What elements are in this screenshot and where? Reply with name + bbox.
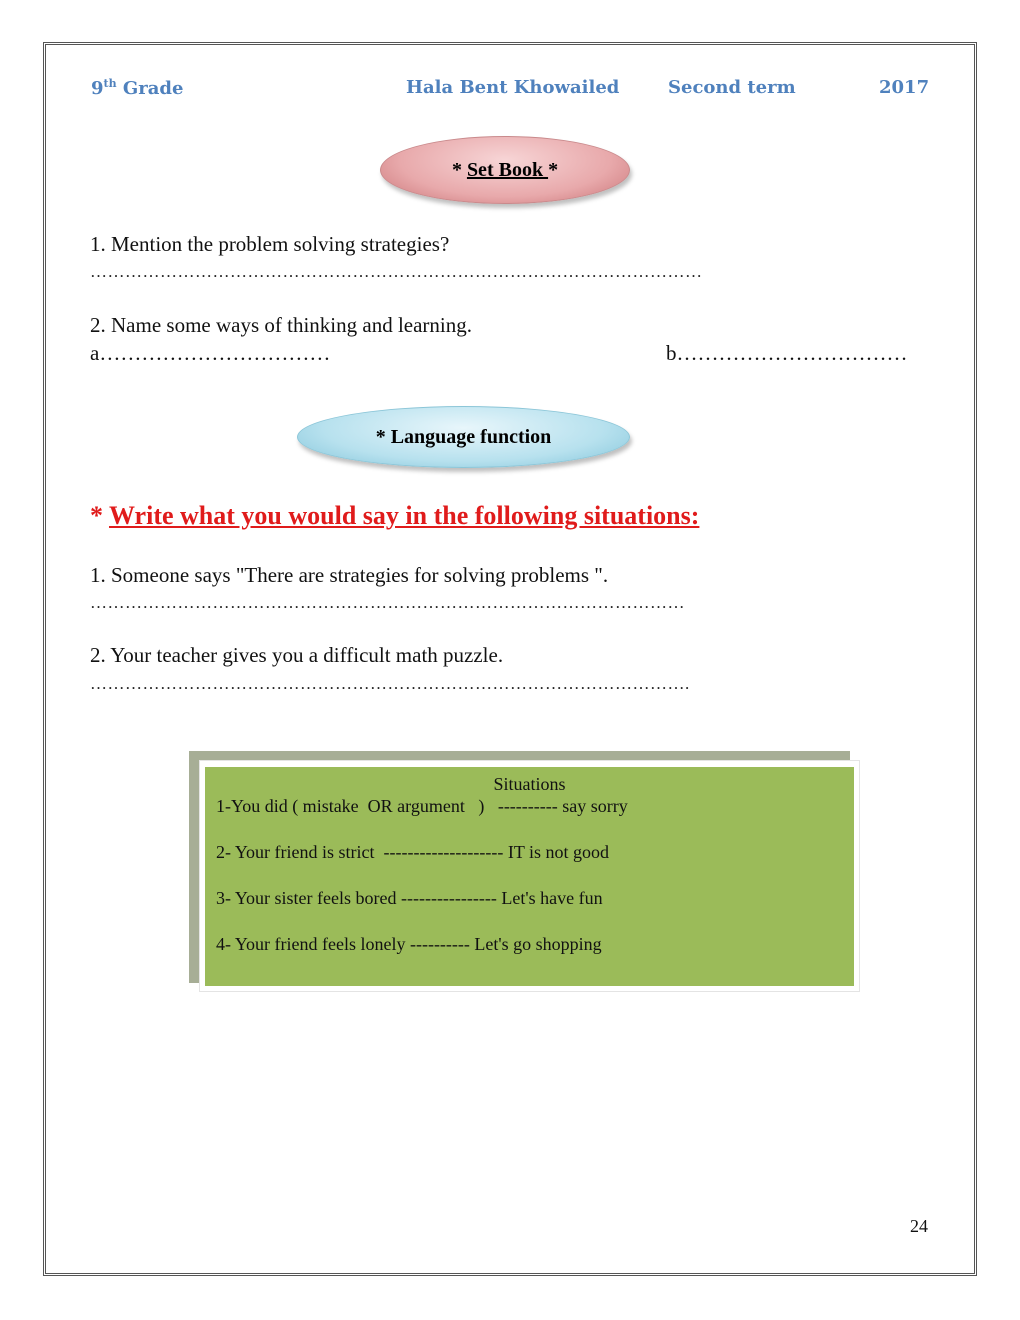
year-label: 2017 (879, 77, 930, 98)
question-1-answer-line[interactable]: …………………………………………………………………………………………… (90, 262, 703, 281)
situation-question-1-answer-line[interactable]: ………………………………………………………………………………………… (90, 593, 685, 612)
language-function-badge (297, 406, 630, 468)
situation-line-1: 1-You did ( mistake OR argument ) ---------- say sorry (216, 796, 628, 816)
school-name: Hala Bent Khowailed (406, 77, 620, 98)
set-book-label: Set Book (466, 158, 549, 181)
situation-question-1-text: 1. Someone says "There are strategies for solving problems ". (90, 563, 609, 587)
situation-line-3: 3- Your sister feels bored ---------------- Let's have fun (216, 888, 603, 908)
set-book-suffix: * (548, 158, 559, 181)
set-book-badge (380, 136, 630, 204)
question-2-text: 2. Name some ways of thinking and learning. (90, 313, 472, 337)
grade-number: 9 (91, 78, 104, 99)
situations-heading-star: * (90, 501, 110, 530)
question-1-text: 1. Mention the problem solving strategies? (90, 232, 450, 256)
set-book-prefix: * (451, 158, 467, 181)
situation-line-4: 4- Your friend feels lonely ---------- Let's go shopping (216, 934, 602, 954)
term-label: Second term (668, 77, 796, 98)
situations-heading (90, 501, 699, 531)
language-function-label: * Language function (375, 425, 552, 448)
situation-question-2-text: 2. Your teacher gives you a difficult math puzzle. (90, 643, 504, 667)
page-number: 24 (910, 1216, 928, 1236)
grade-superscript: th (103, 77, 117, 90)
situations-box (205, 767, 854, 986)
situation-line-2: 2- Your friend is strict -------------------- IT is not good (216, 842, 610, 862)
situations-box-title: Situations (493, 774, 566, 794)
grade-word: Grade (116, 78, 184, 99)
question-2-answer-a[interactable]: a…………………………… (90, 341, 331, 365)
situations-heading-text: Write what you would say in the following situations: (109, 501, 700, 530)
grade-label (91, 77, 183, 99)
situation-question-2-answer-line[interactable]: …………………………………………………………………………………………. (90, 674, 690, 693)
question-2-answer-b[interactable]: b…………………………… (666, 341, 908, 365)
